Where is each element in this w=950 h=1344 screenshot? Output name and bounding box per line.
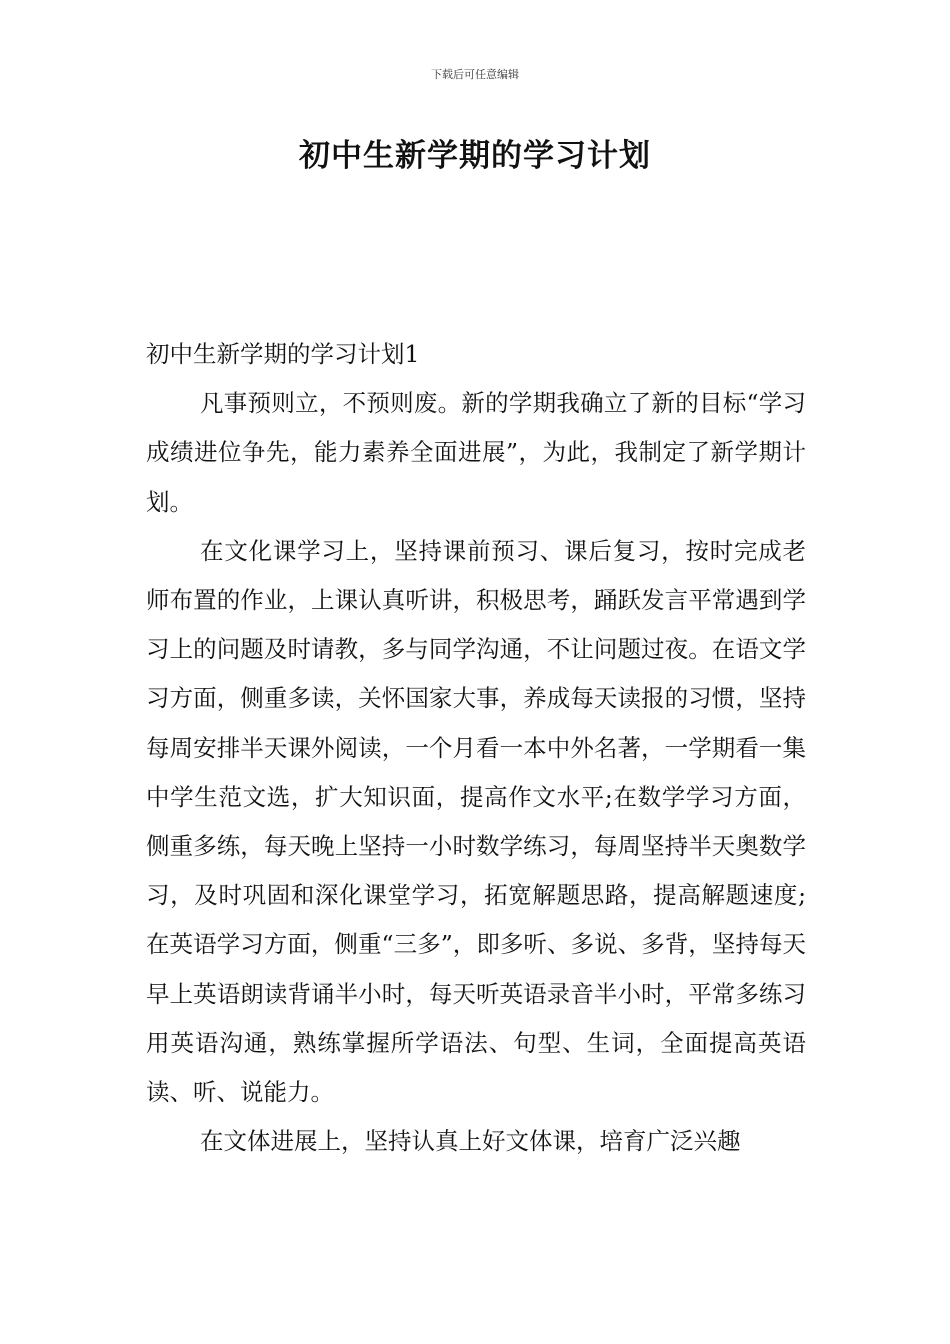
paragraph-2: 在文化课学习上，坚持课前预习、课后复习，按时完成老师布置的作业，上课认真听讲，积极思考，踊跃发言平常遇到学习上的问题及时请教，多与同学沟通，不让问题过夜。在语文学习方面，侧重多读，关怀国家大事，养成每天读报的习惯，坚持每周安排半天课外阅读，一个月看一本中外名著，一学期看一集中学生范文选，扩大知识面，提高作文水平;在数学学习方面，侧重多练，每天晚上坚持一小时数学练习，每周坚持半天奥数学习，及时巩固和深化课堂学习，拓宽解题思路，提高解题速度;在英语学习方面，侧重“三多”，即多听、多说、多背，坚持每天早上英语朗读背诵半小时，每天听英语录音半小时，平常多练习用英语沟通，熟练掌握所学语法、句型、生词，全面提高英语读、听、说能力。 bbox=[146, 536, 806, 1107]
section-heading: 初中生新学期的学习计划1 bbox=[146, 340, 420, 368]
paragraph-3: 在文体进展上，坚持认真上好文体课，培育广泛兴趣 bbox=[200, 1127, 741, 1156]
paragraph-1: 凡事预则立，不预则废。新的学期我确立了新的目标“学习成绩进位争先，能力素养全面进展”，为此，我制定了新学期计划。 bbox=[146, 389, 806, 516]
document-body bbox=[146, 330, 806, 1166]
header-note: 下载后可任意编辑 bbox=[431, 68, 519, 81]
document-title: 初中生新学期的学习计划 bbox=[299, 138, 651, 174]
